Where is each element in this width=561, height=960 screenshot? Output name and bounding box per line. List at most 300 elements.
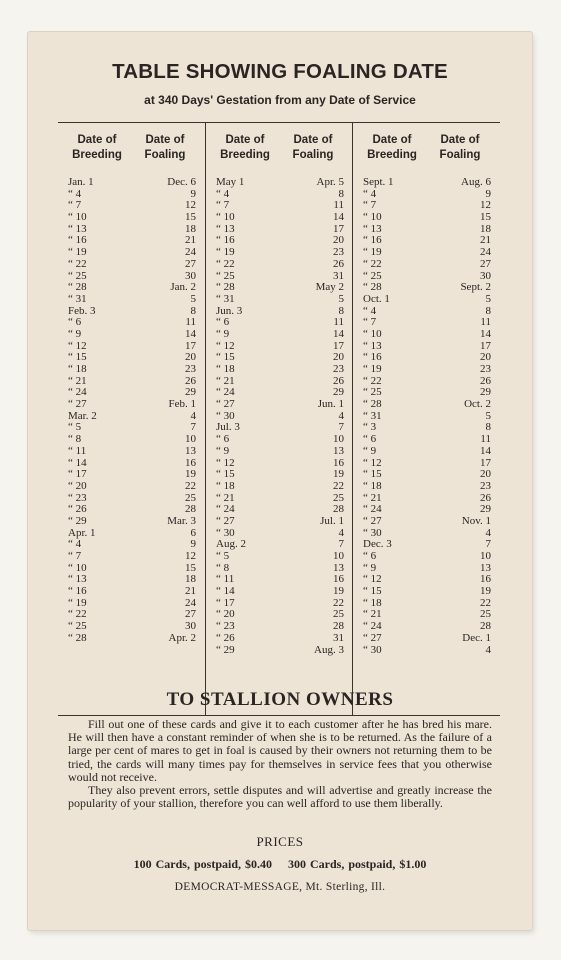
table-row (363, 224, 495, 236)
foaling-date: 8 (338, 187, 344, 200)
header-breeding (212, 133, 278, 163)
table-row (216, 633, 348, 645)
breeding-date: “ 9 (68, 327, 82, 340)
table-row (68, 458, 200, 470)
breeding-date: “ 27 (363, 514, 382, 527)
foaling-date: 5 (485, 409, 491, 422)
foaling-date: 25 (333, 608, 344, 621)
table-row (363, 259, 495, 271)
table-row (216, 341, 348, 353)
foaling-date: 28 (480, 620, 491, 633)
table-row (68, 469, 200, 481)
foaling-date: 20 (185, 351, 196, 364)
foaling-date: 9 (485, 187, 491, 200)
breeding-date: “ 30 (363, 526, 382, 539)
table-row (216, 609, 348, 621)
table-row (68, 376, 200, 388)
header-line: Date of (77, 134, 117, 146)
breeding-date: “ 19 (216, 246, 235, 259)
breeding-date: “ 7 (68, 550, 82, 562)
foaling-date: 16 (333, 456, 344, 469)
breeding-date: Jan. 1 (68, 176, 94, 188)
breeding-date: “ 25 (363, 386, 382, 399)
foaling-date: 13 (480, 561, 491, 574)
table-row (216, 539, 348, 551)
table-row (216, 598, 348, 610)
breeding-date: Oct. 1 (363, 292, 390, 305)
foaling-date: 20 (480, 351, 491, 364)
foaling-date: Jan. 2 (170, 281, 196, 294)
breeding-date: “ 8 (68, 433, 82, 446)
table-row (68, 446, 200, 458)
breeding-date: “ 24 (363, 620, 382, 633)
breeding-date: “ 21 (216, 374, 235, 387)
foaling-date: 19 (185, 468, 196, 481)
foaling-date: Mar. 3 (167, 514, 196, 527)
table-row (216, 212, 348, 224)
table-row (363, 212, 495, 224)
breeding-date: “ 27 (216, 398, 235, 411)
foaling-date: 24 (185, 596, 196, 609)
breeding-date: “ 31 (216, 292, 235, 305)
table-row (363, 574, 495, 586)
foaling-date: 23 (333, 363, 344, 375)
foaling-date: 27 (185, 257, 196, 270)
breeding-date: “ 28 (363, 398, 382, 411)
foaling-date: 30 (185, 269, 196, 282)
breeding-date: “ 22 (68, 257, 87, 270)
breeding-date: “ 28 (68, 631, 87, 644)
breeding-date: “ 22 (68, 608, 87, 621)
breeding-date: “ 12 (216, 339, 235, 352)
breeding-date: “ 4 (363, 187, 377, 200)
foaling-date: Sept. 2 (460, 281, 491, 294)
breeding-date: “ 10 (68, 211, 87, 224)
foaling-date: 27 (185, 608, 196, 621)
foaling-date: 31 (333, 631, 344, 644)
foaling-date: 4 (338, 526, 344, 539)
table-row (363, 645, 495, 657)
breeding-date: “ 5 (216, 550, 230, 562)
table-row (363, 411, 495, 423)
header-line: Breeding (367, 149, 417, 161)
foaling-date: Jun. 1 (317, 398, 344, 411)
breeding-date: “ 14 (216, 585, 235, 598)
table-row (216, 621, 348, 633)
table-row (216, 551, 348, 563)
breeding-date: “ 19 (363, 363, 382, 375)
table-row (216, 458, 348, 470)
breeding-date: “ 13 (216, 222, 235, 235)
table-row (216, 516, 348, 528)
foaling-date: 19 (480, 585, 491, 598)
breeding-date: “ 21 (363, 608, 382, 621)
breeding-date: “ 24 (216, 503, 235, 516)
breeding-date: “ 4 (363, 304, 377, 317)
foaling-date: 7 (338, 421, 344, 434)
table-row (216, 247, 348, 259)
table-rows (363, 177, 495, 656)
breeding-date: Aug. 2 (216, 538, 246, 551)
breeding-date: “ 16 (216, 234, 235, 247)
foaling-date: 26 (333, 374, 344, 387)
breeding-date: “ 9 (363, 561, 377, 574)
breeding-date: “ 15 (363, 585, 382, 598)
table-row (68, 189, 200, 201)
table-row (68, 341, 200, 353)
foaling-date: 12 (480, 199, 491, 212)
header-line: Date of (225, 134, 265, 146)
breeding-date: “ 12 (216, 456, 235, 469)
foaling-date: 23 (333, 246, 344, 259)
foaling-date: 24 (185, 246, 196, 259)
foaling-date: 27 (480, 257, 491, 270)
table-row (363, 364, 495, 376)
publisher-line: DEMOCRAT-MESSAGE, Mt. Sterling, Ill. (174, 881, 386, 893)
table-row (363, 609, 495, 621)
price-offers (28, 857, 532, 872)
table-row (68, 586, 200, 598)
table-row (68, 224, 200, 236)
table-row (68, 212, 200, 224)
foaling-date: 5 (338, 292, 344, 305)
breeding-date: “ 5 (68, 421, 82, 434)
prices-heading: PRICES (256, 834, 304, 849)
breeding-date: “ 15 (68, 351, 87, 364)
foaling-date: 8 (485, 421, 491, 434)
breeding-date: “ 22 (216, 257, 235, 270)
breeding-date: Feb. 3 (68, 304, 96, 317)
table-row (68, 259, 200, 271)
table-row (363, 481, 495, 493)
foaling-date: 28 (333, 503, 344, 516)
table-row (216, 574, 348, 586)
header-line: Date of (372, 134, 412, 146)
table-row (363, 235, 495, 247)
breeding-date: “ 13 (68, 573, 87, 586)
breeding-date: “ 7 (68, 199, 82, 212)
foaling-date: Aug. 6 (461, 176, 491, 188)
table-row (68, 539, 200, 551)
table-row (216, 493, 348, 505)
table-row (68, 422, 200, 434)
breeding-date: “ 15 (216, 468, 235, 481)
breeding-date: “ 22 (363, 374, 382, 387)
foaling-date: 22 (333, 479, 344, 492)
breeding-date: “ 7 (216, 199, 230, 212)
foaling-date: 15 (185, 211, 196, 224)
foaling-date: 30 (480, 269, 491, 282)
foaling-date: 25 (333, 491, 344, 504)
table-rows (68, 177, 200, 645)
table-row (68, 329, 200, 341)
foaling-date: 13 (185, 444, 196, 457)
foaling-date: May 2 (315, 281, 344, 294)
foaling-date: 5 (485, 292, 491, 305)
table-row (216, 189, 348, 201)
breeding-date: “ 26 (68, 503, 87, 516)
breeding-date: “ 28 (363, 281, 382, 294)
breeding-date: “ 23 (216, 620, 235, 633)
table-row (363, 247, 495, 259)
breeding-date: “ 24 (68, 386, 87, 399)
breeding-date: “ 19 (68, 246, 87, 259)
table-row (216, 329, 348, 341)
table-row (363, 598, 495, 610)
breeding-date: “ 18 (363, 479, 382, 492)
breeding-date: “ 27 (216, 514, 235, 527)
table-row (68, 294, 200, 306)
table-row (216, 446, 348, 458)
header-line: Breeding (220, 149, 270, 161)
foaling-date: 16 (185, 456, 196, 469)
breeding-date: “ 17 (68, 468, 87, 481)
table-row (68, 352, 200, 364)
breeding-date: “ 22 (363, 257, 382, 270)
foaling-date: 28 (185, 503, 196, 516)
foaling-date: 19 (333, 468, 344, 481)
header-line: Date of (145, 134, 185, 146)
table-row (363, 329, 495, 341)
table-row (68, 235, 200, 247)
foaling-date: 26 (185, 374, 196, 387)
foaling-date: 18 (185, 573, 196, 586)
foaling-date: 14 (480, 327, 491, 340)
foaling-date: 22 (185, 479, 196, 492)
table-row (363, 446, 495, 458)
table-row (68, 563, 200, 575)
table-row (68, 598, 200, 610)
table-row (363, 434, 495, 446)
breeding-date: “ 13 (363, 339, 382, 352)
foaling-date: 7 (338, 538, 344, 551)
foaling-date: 11 (480, 316, 491, 329)
foaling-date: 8 (190, 304, 196, 317)
breeding-date: “ 6 (363, 550, 377, 562)
table-row (363, 422, 495, 434)
header-line: Breeding (72, 149, 122, 161)
table-row (363, 493, 495, 505)
header-foaling (280, 133, 346, 163)
table-row (68, 551, 200, 563)
breeding-date: “ 4 (216, 187, 230, 200)
breeding-date: “ 29 (68, 514, 87, 527)
foaling-date: 8 (338, 304, 344, 317)
table-row (68, 177, 200, 189)
breeding-date: “ 30 (363, 643, 382, 656)
foaling-date: 29 (333, 386, 344, 399)
table-row (68, 434, 200, 446)
breeding-date: “ 10 (216, 211, 235, 224)
owners-heading: TO STALLION OWNERS (166, 689, 394, 710)
owners-body (68, 718, 492, 810)
foaling-date: 22 (333, 596, 344, 609)
foaling-date: 4 (190, 409, 196, 422)
breeding-date: “ 11 (68, 444, 87, 457)
breeding-date: “ 24 (216, 386, 235, 399)
breeding-date: Mar. 2 (68, 409, 97, 422)
foaling-date: 4 (338, 409, 344, 422)
header-line: Date of (293, 134, 333, 146)
table-row (363, 469, 495, 481)
breeding-date: “ 21 (68, 374, 87, 387)
breeding-date: “ 30 (216, 409, 235, 422)
foaling-date: 20 (333, 351, 344, 364)
breeding-date: “ 3 (363, 421, 377, 434)
page-title: TABLE SHOWING FOALING DATE (112, 60, 448, 83)
breeding-date: “ 9 (363, 444, 377, 457)
foaling-date: 9 (190, 187, 196, 200)
foaling-date: 21 (185, 234, 196, 247)
header-foaling (427, 133, 493, 163)
breeding-date: “ 8 (216, 561, 230, 574)
foaling-date: 22 (480, 596, 491, 609)
breeding-date: Jun. 3 (216, 304, 243, 317)
foaling-date: 19 (333, 585, 344, 598)
foaling-date: 29 (185, 386, 196, 399)
table-row (68, 609, 200, 621)
table-row (68, 516, 200, 528)
foaling-date: Feb. 1 (168, 398, 196, 411)
table-row (68, 528, 200, 540)
foaling-date: 29 (480, 386, 491, 399)
table-row (68, 399, 200, 411)
breeding-date: “ 27 (363, 631, 382, 644)
table-row (68, 633, 200, 645)
table-row (216, 563, 348, 575)
table-row (68, 317, 200, 329)
table-row (68, 574, 200, 586)
header-breeding (359, 133, 425, 163)
price-offer-100: 100 Cards, postpaid, $0.40 (133, 857, 272, 871)
breeding-date: “ 6 (363, 433, 377, 446)
table-row (363, 563, 495, 575)
foaling-date: 20 (480, 468, 491, 481)
breeding-date: “ 25 (363, 269, 382, 282)
table-row (363, 341, 495, 353)
foaling-date: 12 (185, 199, 196, 212)
breeding-date: “ 30 (216, 526, 235, 539)
foaling-date: 25 (480, 608, 491, 621)
breeding-date: “ 7 (363, 316, 377, 329)
foaling-date: Dec. 6 (167, 176, 196, 188)
foaling-date: 16 (333, 573, 344, 586)
breeding-date: “ 16 (68, 234, 87, 247)
table-row (363, 352, 495, 364)
foaling-date: 18 (185, 222, 196, 235)
table-row (216, 376, 348, 388)
table-row (216, 364, 348, 376)
breeding-date: “ 26 (216, 631, 235, 644)
table-row (363, 317, 495, 329)
foaling-date: 25 (185, 491, 196, 504)
header-line: Foaling (292, 149, 334, 161)
foaling-date: 14 (185, 327, 196, 340)
foaling-card (28, 32, 532, 930)
table-row (363, 633, 495, 645)
breeding-date: “ 25 (216, 269, 235, 282)
foaling-date: Apr. 2 (168, 631, 196, 644)
table-row (216, 224, 348, 236)
table-row (216, 481, 348, 493)
foaling-date: 6 (190, 526, 196, 539)
foaling-date: Oct. 2 (464, 398, 491, 411)
breeding-date: “ 27 (68, 398, 87, 411)
table-row (68, 493, 200, 505)
breeding-date: “ 19 (363, 246, 382, 259)
breeding-date: “ 21 (363, 491, 382, 504)
breeding-date: “ 18 (216, 363, 235, 375)
foaling-date: 4 (485, 643, 491, 656)
foaling-date: 7 (190, 421, 196, 434)
breeding-date: “ 12 (363, 456, 382, 469)
table-row (68, 364, 200, 376)
foaling-date: 14 (333, 211, 344, 224)
foaling-date: 8 (485, 304, 491, 317)
foaling-date: 18 (480, 222, 491, 235)
breeding-date: “ 21 (216, 491, 235, 504)
breeding-date: “ 7 (363, 199, 377, 212)
foaling-date: 23 (480, 363, 491, 375)
breeding-date: “ 25 (68, 620, 87, 633)
breeding-date: “ 6 (216, 316, 230, 329)
breeding-date: “ 10 (363, 211, 382, 224)
breeding-date: “ 19 (68, 596, 87, 609)
foaling-date: 9 (190, 538, 196, 551)
header-line: Foaling (439, 149, 481, 161)
table-row (68, 481, 200, 493)
breeding-date: “ 28 (68, 281, 87, 294)
table-row (363, 306, 495, 318)
table-row (216, 422, 348, 434)
breeding-date: “ 13 (68, 222, 87, 235)
table-row (363, 189, 495, 201)
foaling-date: 28 (333, 620, 344, 633)
foaling-date: 23 (480, 479, 491, 492)
foaling-date: 7 (485, 538, 491, 551)
table-row (216, 434, 348, 446)
foaling-date: 29 (480, 503, 491, 516)
breeding-date: “ 16 (363, 234, 382, 247)
breeding-date: “ 15 (216, 351, 235, 364)
foaling-date: 24 (480, 246, 491, 259)
breeding-date: “ 17 (216, 596, 235, 609)
header-line: Date of (440, 134, 480, 146)
table-row (216, 259, 348, 271)
breeding-date: Sept. 1 (363, 176, 394, 188)
table-row (68, 306, 200, 318)
table-row (68, 282, 200, 294)
foaling-date: 26 (480, 491, 491, 504)
breeding-date: “ 9 (216, 327, 230, 340)
table-row (216, 399, 348, 411)
breeding-date: “ 31 (68, 292, 87, 305)
table-row (363, 516, 495, 528)
table-column-2 (205, 123, 352, 715)
breeding-date: “ 16 (68, 585, 87, 598)
header-line: Foaling (144, 149, 186, 161)
breeding-date: “ 20 (216, 608, 235, 621)
foaling-date: 21 (185, 585, 196, 598)
foaling-date: 23 (185, 363, 196, 375)
breeding-date: Dec. 3 (363, 538, 392, 551)
foaling-date: 11 (185, 316, 196, 329)
breeding-date: “ 23 (68, 491, 87, 504)
foaling-date: Apr. 5 (316, 176, 344, 188)
foaling-date: 4 (485, 526, 491, 539)
breeding-date: “ 6 (216, 433, 230, 446)
breeding-date: May 1 (216, 176, 245, 188)
